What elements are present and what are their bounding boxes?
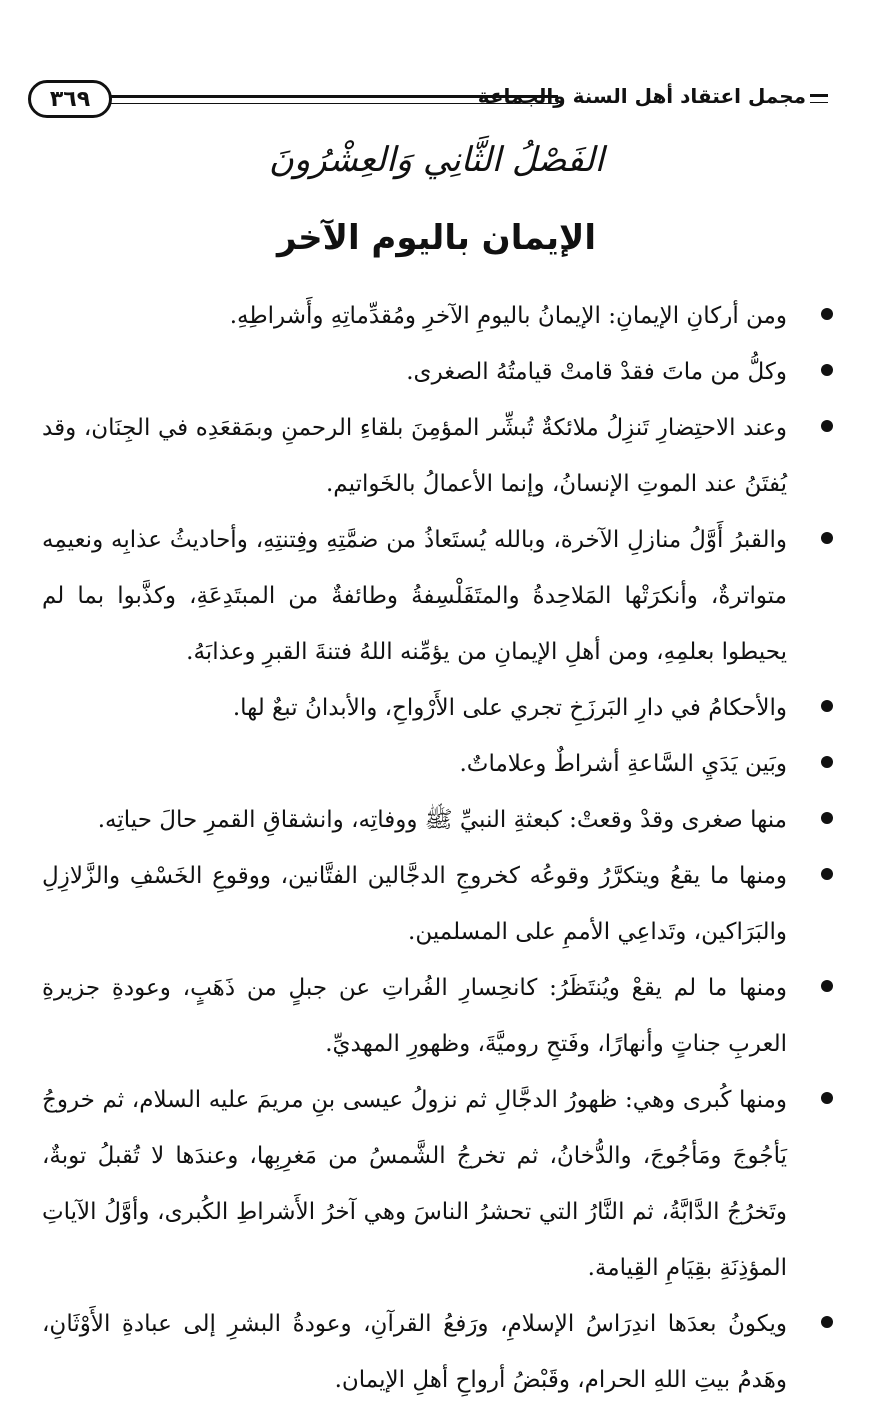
- body-text: [42, 288, 833, 1408]
- bullet-dot-icon: [821, 364, 833, 376]
- list-item-text: ومنها كُبرى وهي: ظهورُ الدجَّالِ ثم نزولُ عيسى بنِ مريمَ عليه السلام، ثم خروجُ يَأجُوجَ ومَأجُوجَ، والدُّخانُ، ثم تخرجُ الشَّمسُ من مَغرِبِها، وعندَها لا تُقبلُ توبةٌ، وتَخرُجُ الدَّابَّةُ، ثم النَّارُ التي تحشرُ الناسَ وهي آخرُ الأَشراطِ الكُبرى، وأوَّلُ الآياتِ المؤذِنَةِ بقِيَامِ القِيامة.: [42, 1087, 787, 1281]
- list-item-text: ويكونُ بعدَها اندِرَاسُ الإسلامِ، ورَفعُ القرآنِ، وعودةُ البشرِ إلى عبادةِ الأَوْثَانِ، وهَدمُ بيتِ اللهِ الحرام، وقَبْضُ أرواحِ أهلِ الإيمان.: [42, 1311, 787, 1393]
- header-tail-rule-thick: [810, 94, 828, 97]
- chapter-heading: الفَصْلُ الثَّانِي وَالعِشْرُونَ: [268, 140, 605, 180]
- bullet-dot-icon: [821, 420, 833, 432]
- list-item-text: والقبرُ أَوَّلُ منازلِ الآخرة، وبالله يُستَعاذُ من ضمَّتِهِ وفِتنتِهِ، وأحاديثُ عذابِه ونعيمِه متواترةٌ، وأنكرَتْها المَلاحِدةُ والمتَفَلْسِفةُ وطائفةٌ من المبتَدِعَةِ، وكذَّبوا بما لم يحيطوا بعلمِهِ، ومن أهلِ الإيمانِ من يؤمِّنه اللهُ فتنةَ القبرِ وعذابَهُ.: [42, 527, 787, 665]
- section-title: الإيمان باليوم الآخر: [276, 218, 597, 258]
- list-item-text: والأحكامُ في دارِ البَرزَخِ تجري على الأَرْواحِ، والأبدانُ تبعٌ لها.: [232, 695, 787, 721]
- list-item: [42, 792, 833, 848]
- bullet-dot-icon: [821, 812, 833, 824]
- list-item: [42, 344, 833, 400]
- running-header-title: مجمل اعتقاد أهل السنة والجماعة: [477, 84, 806, 108]
- list-item-text: ومن أركانِ الإيمانِ: الإيمانُ باليومِ الآخرِ ومُقدِّماتِهِ وأَشراطِهِ.: [229, 303, 787, 329]
- page-number: ٣٦٩: [28, 80, 112, 118]
- bullet-dot-icon: [821, 980, 833, 992]
- list-item-text: وكلُّ من ماتَ فقدْ قامتْ قيامتُهُ الصغرى.: [406, 359, 787, 385]
- list-item: [42, 1072, 833, 1296]
- list-item-text: وبَين يَدَيِ السَّاعةِ أشراطٌ وعلاماتٌ.: [459, 751, 787, 777]
- list-item-text: ومنها ما يقعُ ويتكرَّرُ وقوعُه كخروجِ الدجَّالين الفتَّانين، ووقوعِ الخَسْفِ والزَّلازِلِ والبَرَاكين، وتَداعِي الأممِ على المسلمين.: [42, 863, 787, 945]
- list-item-text: وعند الاحتِضارِ تَنزِلُ ملائكةٌ تُبشِّر المؤمِنَ بلقاءِ الرحمنِ وبمَقعَدِه في الجِنَان، وقد يُفتَنُ عند الموتِ الإنسانُ، وإنما الأعمالُ بالخَواتيم.: [42, 415, 787, 497]
- list-item: [42, 400, 833, 512]
- bullet-dot-icon: [821, 1316, 833, 1328]
- list-item: [42, 1296, 833, 1408]
- bullet-list: [42, 288, 833, 1408]
- bullet-dot-icon: [821, 700, 833, 712]
- list-item: [42, 288, 833, 344]
- bullet-dot-icon: [821, 868, 833, 880]
- bullet-dot-icon: [821, 756, 833, 768]
- list-item: [42, 512, 833, 680]
- list-item: [42, 960, 833, 1072]
- bullet-dot-icon: [821, 1092, 833, 1104]
- bullet-dot-icon: [821, 532, 833, 544]
- list-item-text: ومنها ما لم يقعْ ويُنتَظَرُ: كانحِسارِ الفُراتِ عن جبلٍ من ذَهَبٍ، وعودةِ جزيرةِ العربِ جناتٍ وأنهارًا، وفَتحِ روميَّةَ، وظهورِ المهديِّ.: [42, 975, 787, 1057]
- list-item: [42, 848, 833, 960]
- bullet-dot-icon: [821, 308, 833, 320]
- list-item: [42, 736, 833, 792]
- running-header: [28, 78, 828, 122]
- list-item-text: منها صغرى وقدْ وقعتْ: كبعثةِ النبيِّ ﷺ ووفاتِه، وانشقاقِ القمرِ حالَ حياتِه.: [97, 807, 787, 833]
- list-item: [42, 680, 833, 736]
- header-tail-rule-thin: [810, 102, 828, 103]
